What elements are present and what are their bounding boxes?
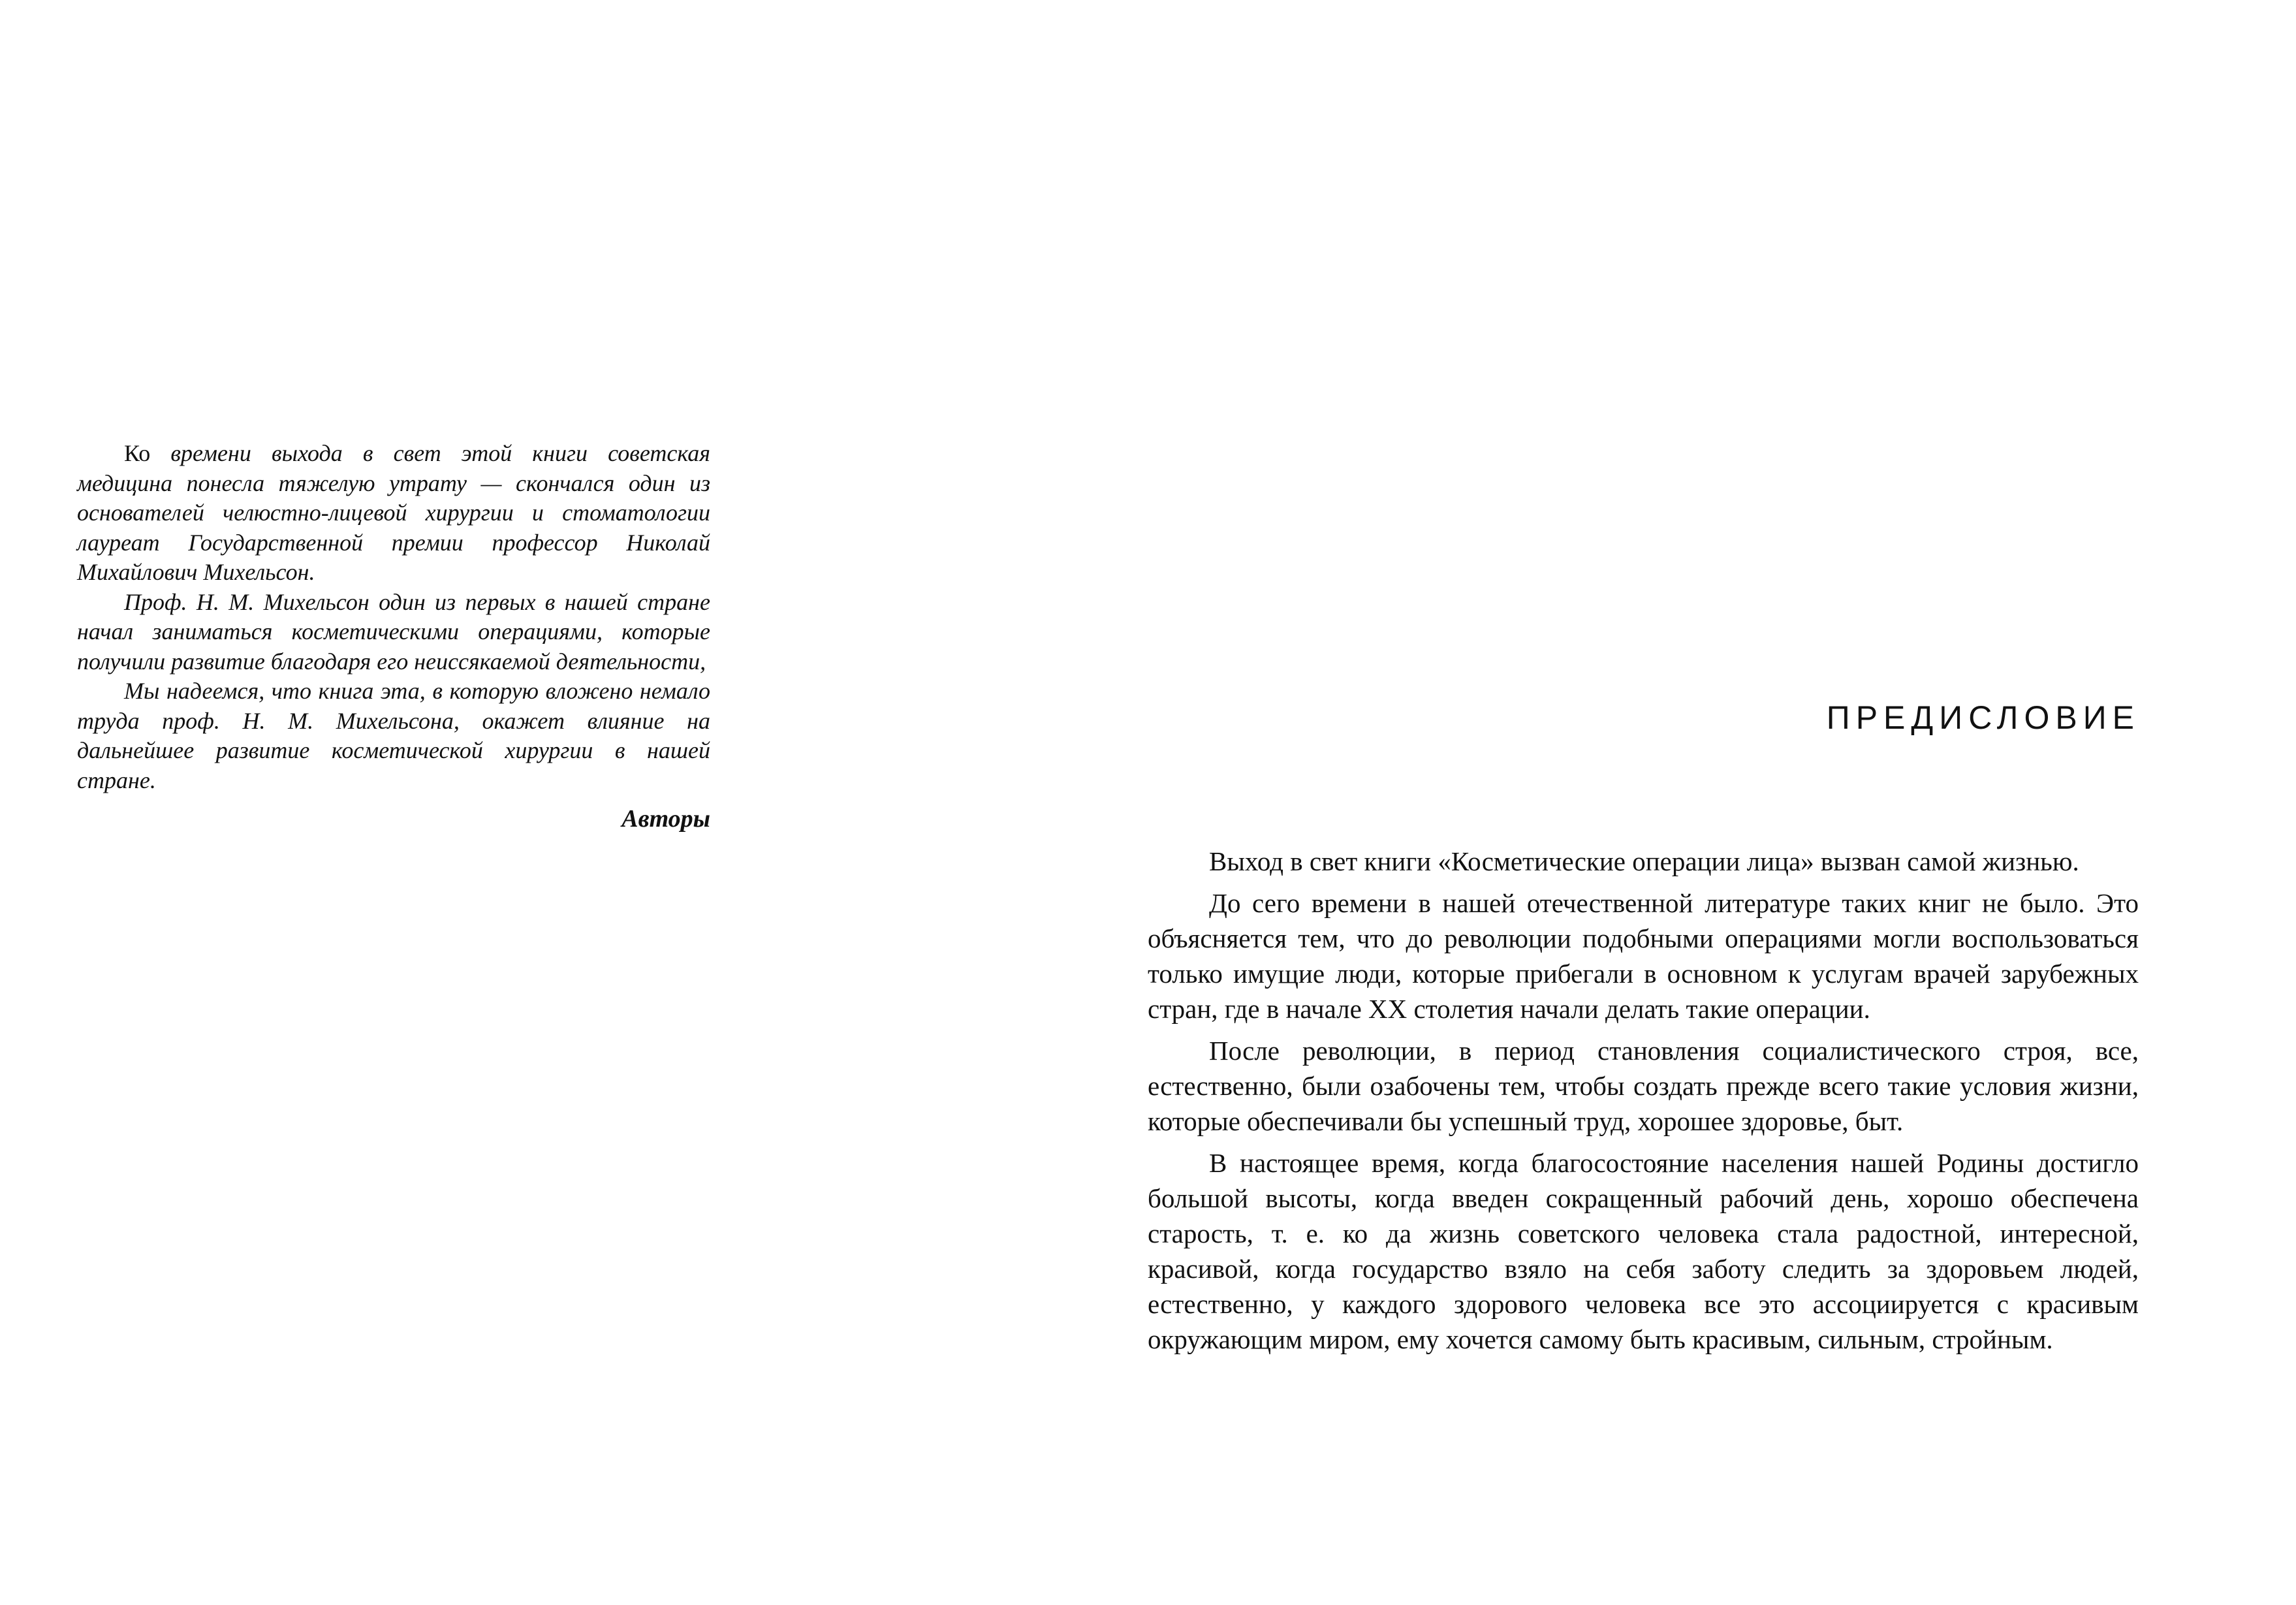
foreword-body	[1148, 844, 2139, 1363]
foreword-paragraph-4: В настоящее время, когда благосостояние населения нашей Родины достигло большой высоты, когда введен сокращенный рабочий день, хорошо обеспечена старость, т. е. ко да жизнь советского человека стала радостной, интересной, красивой, когда государство взяло на себя заботу следить за здоровьем людей, естественно, у каждого здорового человека все это ассоциируется с красивым окружающим миром, ему хочется самому быть красивым, сильным, стройным.	[1148, 1148, 2139, 1354]
memorial-paragraph-2: Проф. Н. М. Михельсон один из первых в нашей стране начал заниматься косметическими операциями, которые получили развитие благодаря его неиссякаемой деятельности,	[77, 588, 710, 675]
foreword-paragraph-2: До сего времени в нашей отечественной литературе таких книг не было. Это объясняется тем, что до революции подобными операциями могли воспользоваться только имущие люди, которые прибегали в основном к услугам врачей зарубежных стран, где в начале XX столетия начали делать такие операции.	[1148, 888, 2139, 1024]
memorial-paragraph-1	[77, 439, 710, 588]
right-page	[1148, 0, 2296, 1605]
memorial-signature: Авторы	[621, 805, 710, 833]
memorial-paragraph-1-text: времени выхода в свет этой книги советская медицина понесла тяжелую утрату — скончался один из основателей челюстно-лицевой хирургии и стоматологии лауреат Государственной премии профессор Николай Михайлович Михельсон.	[77, 440, 711, 585]
foreword-paragraph-3: После революции, в период становления социалистического строя, все, естественно, были озабочены тем, чтобы создать прежде всего такие условия жизни, которые обеспечивали бы успешный труд, хорошее здоровье, быт.	[1148, 1036, 2139, 1136]
memorial-lead-word: Ко	[124, 440, 151, 466]
foreword-title: ПРЕДИСЛОВИЕ	[1826, 699, 2140, 736]
memorial-paragraph-3: Мы надеемся, что книга эта, в которую вложено немало труда проф. Н. М. Михельсона, окажет влияние на дальнейшее развитие косметической хирургии в нашей стране.	[77, 678, 710, 793]
memorial-note	[77, 439, 710, 834]
foreword-paragraph-1: Выход в свет книги «Косметические операции лица» вызван самой жизнью.	[1209, 846, 2079, 876]
